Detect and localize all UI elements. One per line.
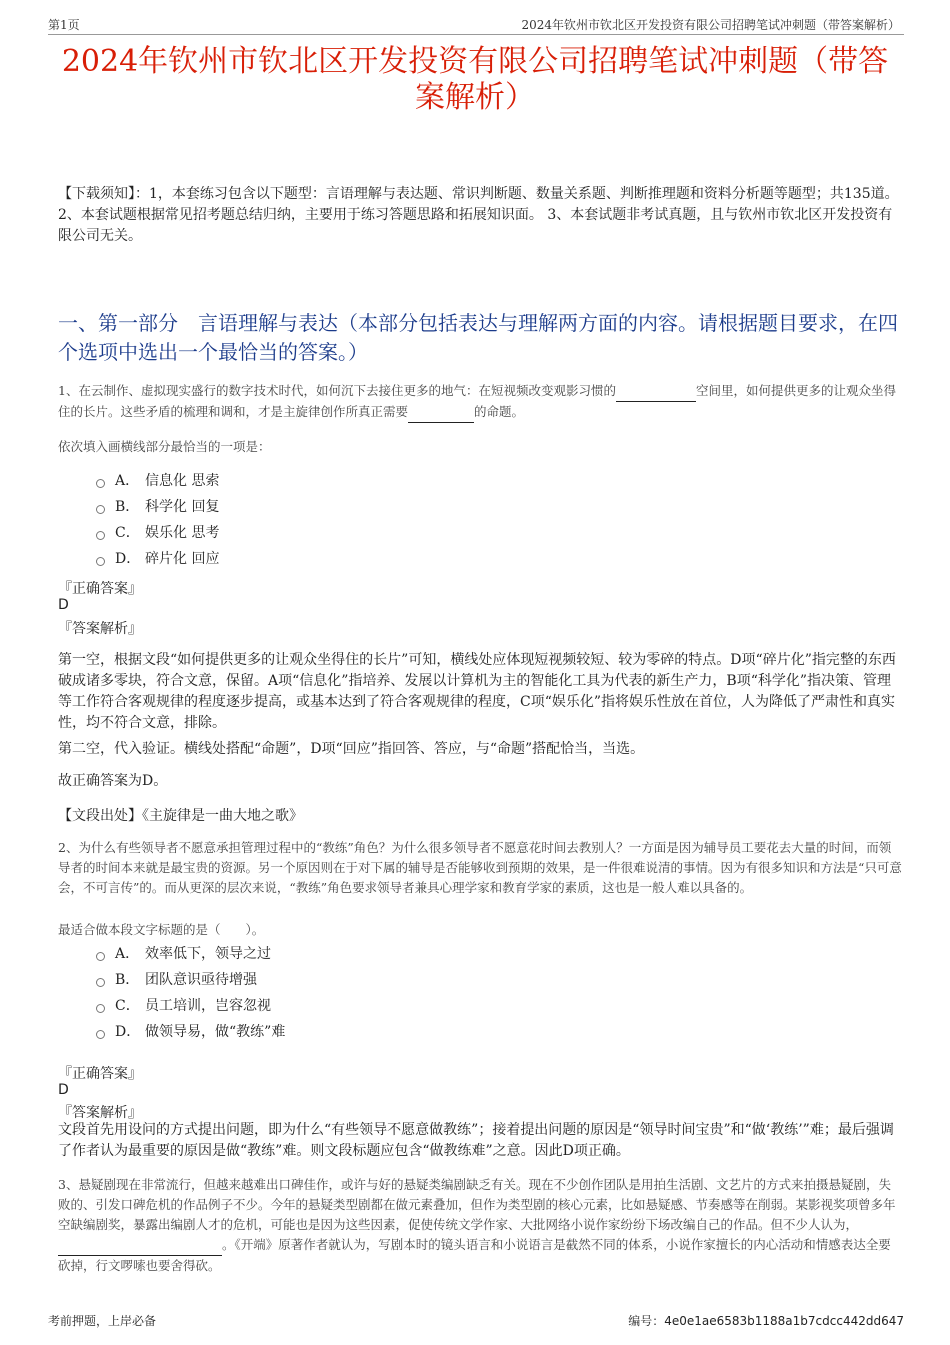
header-doc-title: 2024年钦州市钦北区开发投资有限公司招聘笔试冲刺题（带答案解析） [521, 18, 900, 32]
question-2-prompt: 最适合做本段文字标题的是（ ）。 [58, 922, 265, 937]
source-citation: 【文段出处】《主旋律是一曲大地之歌》 [58, 808, 303, 824]
analysis-paragraph-3: 故正确答案为D。 [58, 773, 168, 789]
page-number: 第1页 [48, 18, 80, 32]
analysis-paragraph-1: 第一空，根据文段“如何提供更多的让观众坐得住的长片”可知，横线处应体现短视频较短、较为零碎的特点。D项“碎片化”指完整的东西破成诸多零块，符合文意，保留。A项“信息化”指培养、发展以计算机为主的智能化工具为代表的新生产力，B项“科学化”指决策、管理等工作符合客观规律的程度逐步提高，或基本达到了符合客观规律的程度，C项“娱乐化”指将娱乐性放在首位，人为降低了严肃性和真实性，均不符合文意，排除。 [58, 652, 896, 731]
question-2-text: 2、为什么有些领导者不愿意承担管理过程中的“教练”角色？为什么很多领导者不愿意花时间去教别人？一方面是因为辅导员工要花去大量的时间，而领导者的时间本来就是最宝贵的资源。另一个原因则在于对下属的辅导是否能够收到预期的效果，是一件很难说清的事情。因为有很多知识和方法是“只可意会，不可言传”的。而从更深的层次来说，“教练”角色要求领导者兼具心理学家和教育学家的素质，这也是一般人难以具备的。 [58, 840, 902, 895]
radio-icon[interactable] [96, 952, 105, 961]
analysis-label: 『答案解析』 [58, 1105, 142, 1121]
option-d[interactable]: D． 碎片化 回应 [96, 545, 219, 571]
question-3-text: 3、悬疑剧现在非常流行，但越来越难出口碑佳作，或许与好的悬疑类编剧缺乏有关。现在不少创作团队是用拍生活剧、文艺片的方式来拍摄悬疑剧，失败的、引发口碑危机的作品例子不少。今年的悬疑类型剧都在做元素叠加，但作为类型剧的核心元素，比如悬疑感、节奏感等在削弱。某影视奖项曾多年空缺编剧奖，暴露出编剧人才的危机，可能也是因为这些因素，促使传统文学作家、大批网络小说作家纷纷下场改编自己的作品。但不少人认为， 。《开端》原著作者就认为，写剧本时的镜头语言和小说语言是截然不同的体系，小说作家擅长的内心活动和情感表达全要砍掉，行文啰嗦也要舍得砍。 [58, 1177, 896, 1273]
option-b[interactable]: B． 团队意识亟待增强 [96, 966, 285, 992]
analysis-paragraph-2: 第二空，代入验证。横线处搭配“命题”，D项“回应”指回答、答应，与“命题”搭配恰当，当选。 [58, 741, 645, 757]
correct-answer-label: 『正确答案』 [58, 581, 142, 597]
footer-code: 编号：4e0e1ae6583b1188a1b7cdcc442dd647 [628, 1314, 904, 1328]
option-a[interactable]: A． 信息化 思索 [96, 467, 219, 493]
correct-answer-value: D [58, 597, 69, 613]
document-title: 2024年钦州市钦北区开发投资有限公司招聘笔试冲刺题（带答案解析） [61, 44, 889, 115]
footer-slogan: 考前押题，上岸必备 [48, 1314, 157, 1328]
blank-2 [408, 402, 474, 423]
radio-icon[interactable] [96, 557, 105, 566]
analysis-label: 『答案解析』 [58, 621, 142, 637]
radio-icon[interactable] [96, 479, 105, 488]
blank-1 [58, 1235, 222, 1256]
page-header [48, 14, 904, 35]
radio-icon[interactable] [96, 1004, 105, 1013]
radio-icon[interactable] [96, 978, 105, 987]
radio-icon[interactable] [96, 505, 105, 514]
correct-answer-label: 『正确答案』 [58, 1066, 142, 1082]
option-b[interactable]: B． 科学化 回复 [96, 493, 219, 519]
blank-1 [616, 381, 696, 402]
question-2-options [96, 940, 285, 1044]
option-c[interactable]: C． 员工培训，岂容忽视 [96, 992, 285, 1018]
question-1-text: 1、在云制作、虚拟现实盛行的数字技术时代，如何沉下去接住更多的地气：在短视频改变观影习惯的 空间里，如何提供更多的让观众坐得住的长片。这些矛盾的梳理和调和，才是主旋律创作所真正需要 的命题。 [58, 381, 903, 423]
option-c[interactable]: C． 娱乐化 思考 [96, 519, 219, 545]
option-d[interactable]: D． 做领导易，做“教练”难 [96, 1018, 285, 1044]
section-title: 一、第一部分 言语理解与表达（本部分包括表达与理解两方面的内容。请根据题目要求，在四个选项中选出一个最恰当的答案。） [58, 311, 898, 364]
radio-icon[interactable] [96, 1030, 105, 1039]
option-a[interactable]: A． 效率低下，领导之过 [96, 940, 285, 966]
question-1-prompt: 依次填入画横线部分最恰当的一项是： [58, 439, 271, 454]
correct-answer-value: D [58, 1082, 69, 1098]
radio-icon[interactable] [96, 531, 105, 540]
analysis-paragraph: 文段首先用设问的方式提出问题，即为什么“有些领导不愿意做教练”；接着提出问题的原因是“领导时间宝贵”和“做‘教练’”难；最后强调了作者认为最重要的原因是做“教练”难。则文段标题应包含“做教练难”之意。因此D项正确。 [58, 1122, 894, 1159]
download-notice: 【下载须知】：1，本套练习包含以下题型：言语理解与表达题、常识判断题、数量关系题、判断推理题和资料分析题等题型；共135道。 2、本套试题根据常见招考题总结归纳，主要用于练习答题思路和拓展知识面。 3、本套试题非考试真题，且与钦州市钦北区开发投资有限公司无关。 [58, 186, 899, 244]
question-1-options [96, 467, 219, 571]
